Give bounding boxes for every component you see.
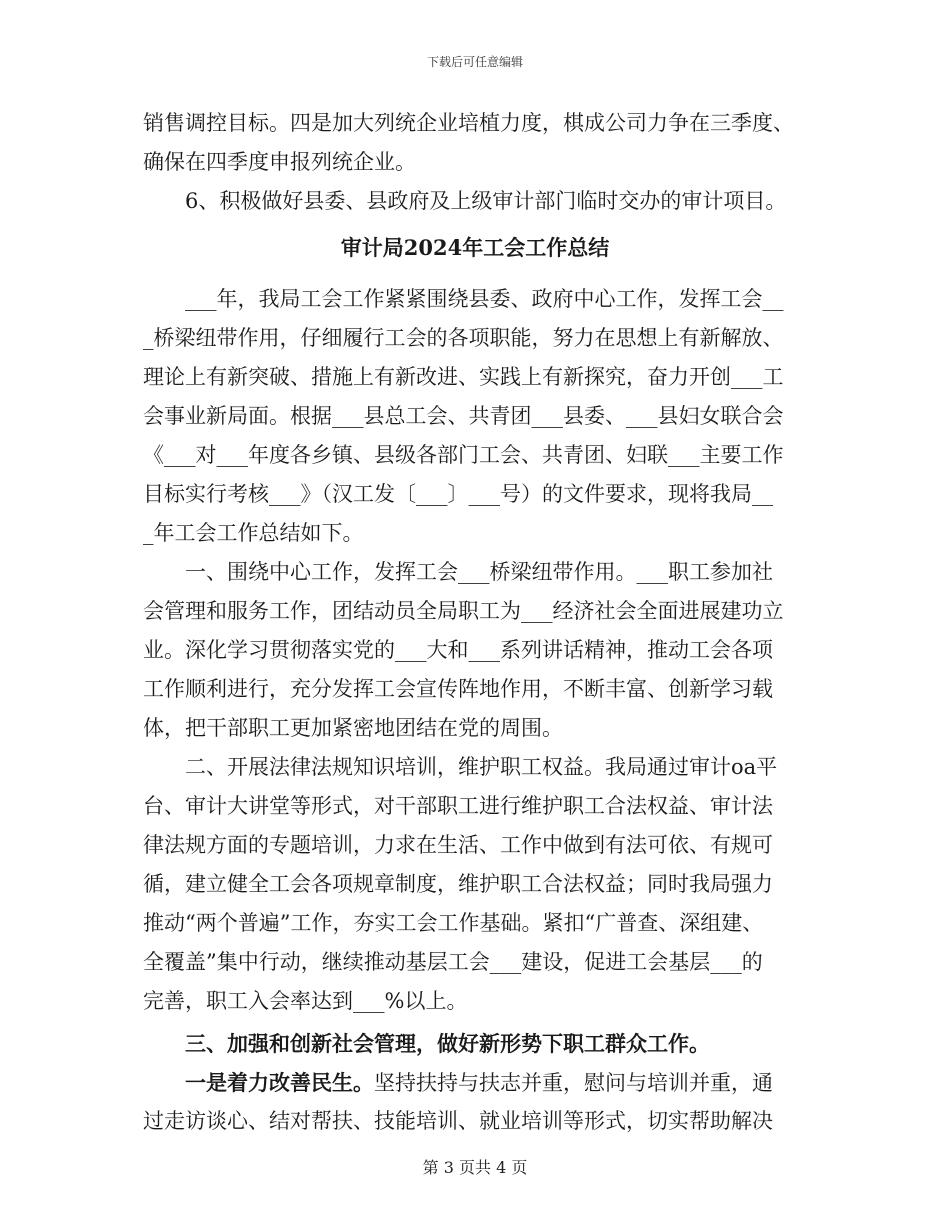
text-line: 《___对___年度各乡镇、县级各部门工会、共青团、妇联___主要工作 xyxy=(143,443,784,467)
text-line: ___年，我局工会工作紧紧围绕县委、政府中心工作，发挥工会__ xyxy=(143,287,784,311)
text-line: 确保在四季度申报列统企业。 xyxy=(143,150,416,174)
text-line: 工作顺利进行，充分发挥工会宣传阵地作用，不断丰富、创新学习载 xyxy=(143,677,773,701)
document-title: 审计局2024年工会工作总结 xyxy=(340,235,610,260)
page-header: 下载后可任意编辑 xyxy=(426,55,523,69)
text-line: 一、围绕中心工作，发挥工会___桥梁纽带作用。___职工参加社 xyxy=(143,560,773,584)
text-line: 推动“两个普遍”工作，夯实工会工作基础。紧扣“广普查、深组建、 xyxy=(143,911,764,935)
section-heading: 三、加强和创新社会管理，做好新形势下职工群众工作。 xyxy=(143,1031,710,1056)
text-span: 坚持扶持与扶志并重，慰问与培训并重，通 xyxy=(374,1071,773,1095)
text-line: 业。深化学习贯彻落实党的___大和___系列讲话精神，推动工会各项 xyxy=(143,638,773,662)
text-line: 律法规方面的专题培训，力求在生活、工作中做到有法可依、有规可 xyxy=(143,833,773,857)
text-line: 销售调控目标。四是加大列统企业培植力度，棋成公司力争在三季度、 xyxy=(143,111,794,135)
document-body xyxy=(143,104,809,221)
text-line: _桥梁纽带作用，仔细履行工会的各项职能，努力在思想上有新解放、 xyxy=(143,326,784,350)
text-line: 会管理和服务工作，团结动员全局职工为___经济社会全面进展建功立 xyxy=(143,599,784,623)
text-line: 台、审计大讲堂等形式，对干部职工进行维护职工合法权益、审计法 xyxy=(143,794,773,818)
page-footer: 第 3 页共 4 页 xyxy=(422,1158,528,1177)
text-line xyxy=(143,1063,809,1102)
text-line: 过走访谈心、结对帮扶、技能培训、就业培训等形式，切实帮助解决 xyxy=(143,1109,773,1133)
text-line: 6、积极做好县委、县政府及上级审计部门临时交办的审计项目。 xyxy=(143,189,787,213)
bold-lead: 一是着力改善民生。 xyxy=(143,1070,374,1095)
text-line: 完善，职工入会率达到___%以上。 xyxy=(143,989,468,1013)
text-line: 循，建立健全工会各项规章制度，维护职工合法权益；同时我局强力 xyxy=(143,872,773,896)
text-line: 二、开展法律法规知识培训，维护职工权益。我局通过审计oa平 xyxy=(143,755,778,779)
text-line: 会事业新局面。根据___县总工会、共青团___县委、___县妇女联合会 xyxy=(143,404,784,428)
text-line: _年工会工作总结如下。 xyxy=(143,521,364,545)
document-body-main xyxy=(143,280,809,1141)
text-line: 全覆盖”集中行动，继续推动基层工会___建设，促进工会基层___的 xyxy=(143,950,763,974)
text-line: 体，把干部职工更加紧密地团结在党的周围。 xyxy=(143,716,563,740)
text-line: 目标实行考核___》（汉工发〔___〕___号）的文件要求，现将我局__ xyxy=(143,482,773,506)
text-line: 理论上有新突破、措施上有新改进、实践上有新探究，奋力开创___工 xyxy=(143,365,784,389)
